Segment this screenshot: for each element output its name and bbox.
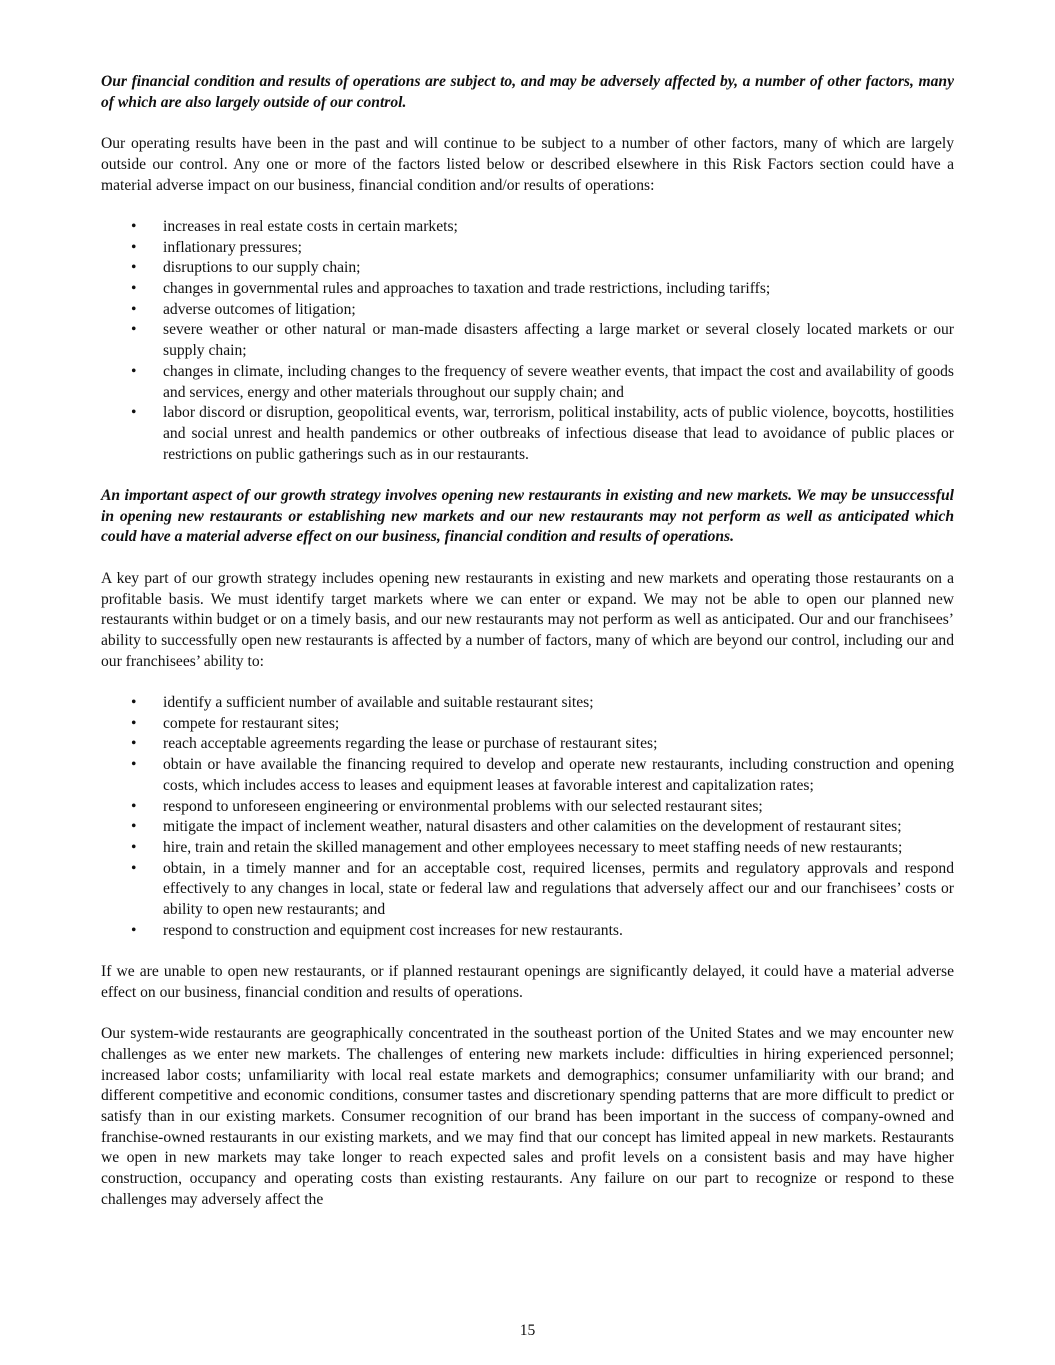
paragraph-openings-delayed: If we are unable to open new restaurants, or if planned restaurant openings are significantly delayed, it could have a material adverse effect on our business, financial condition and results of operations. — [101, 963, 954, 1001]
list-item: • identify a sufficient number of available and suitable restaurant sites; — [101, 693, 954, 714]
list-item: • labor discord or disruption, geopolitical events, war, terrorism, political instability, acts of public violence, boycotts, hostilities and social unrest and health pandemics or other outbreaks of infectious disease that lead to avoidance of public places or restrictions on public gatherings such as in our restaurants. — [101, 403, 954, 465]
section-heading-other-factors: Our financial condition and results of operations are subject to, and may be adversely affected by, a number of other factors, many of which are also largely outside of our control. — [101, 73, 954, 111]
list-item: • disruptions to our supply chain; — [101, 258, 954, 279]
list-item: • respond to construction and equipment cost increases for new restaurants. — [101, 921, 954, 942]
list-item: • severe weather or other natural or man-made disasters affecting a large market or several closely located markets or our supply chain; — [101, 320, 954, 361]
paragraph-new-markets: Our system-wide restaurants are geographically concentrated in the southeast portion of the United States and we may encounter new challenges as we enter new markets. The challenges of entering new markets include: difficulties in hiring experienced personnel; increased labor costs; unfamiliarity with local real estate markets and demographics; consumer unfamiliarity with our brand; and different competitive and economic conditions, consumer tastes and discretionary spending patterns that are more difficult to predict or satisfy than in our existing markets. Consumer recognition of our brand has been important in the success of company-owned and franchise-owned restaurants in our existing markets, and we may find that our concept has limited appeal in new markets. Restaurants we open in new markets may take longer to reach expected sales and profit levels on a consistent basis and may have higher construction, occupancy and operating costs than existing restaurants. Any failure on our part to recognize or respond to these challenges may adversely affect the — [101, 1025, 954, 1208]
list-item: • compete for restaurant sites; — [101, 714, 954, 735]
list-item: • obtain, in a timely manner and for an acceptable cost, required licenses, permits and regulatory approvals and respond effectively to any changes in local, state or federal law and regulations that adversely affect our and our franchisees’ costs or ability to open new restaurants; and — [101, 859, 954, 921]
bullet-list-other-factors — [101, 217, 954, 465]
paragraph-other-factors-intro: Our operating results have been in the past and will continue to be subject to a number of other factors, many of which are largely outside our control. Any one or more of the factors listed below or described elsewhere in this Risk Factors section could have a material adverse impact on our business, financial condition and/or results of operations: — [101, 135, 954, 194]
list-item: • inflationary pressures; — [101, 238, 954, 259]
list-item: • adverse outcomes of litigation; — [101, 300, 954, 321]
paragraph-growth-strategy-intro: A key part of our growth strategy includes opening new restaurants in existing and new markets and operating those restaurants on a profitable basis. We must identify target markets where we can enter or expand. We may not be able to open our planned new restaurants within budget or on a timely basis, and our new restaurants may not perform as well as anticipated. Our and our franchisees’ ability to successfully open new restaurants is affected by a number of factors, many of which are beyond our control, including our and our franchisees’ ability to: — [101, 569, 954, 670]
list-item: • changes in climate, including changes to the frequency of severe weather events, that impact the cost and availability of goods and services, energy and other materials throughout our supply chain; and — [101, 362, 954, 403]
list-item: • reach acceptable agreements regarding the lease or purchase of restaurant sites; — [101, 734, 954, 755]
section-heading-growth-strategy: An important aspect of our growth strategy involves opening new restaurants in existing and new markets. We may be unsuccessful in opening new restaurants or establishing new markets and our new restaurants may not perform as well as anticipated which could have a material adverse effect on our business, financial condition and results of operations. — [101, 487, 954, 546]
bullet-list-growth-factors — [101, 693, 954, 941]
page-number: 15 — [519, 1322, 536, 1339]
list-item: • respond to unforeseen engineering or environmental problems with our selected restaurant sites; — [101, 797, 954, 818]
list-item: • increases in real estate costs in certain markets; — [101, 217, 954, 238]
list-item: • hire, train and retain the skilled management and other employees necessary to meet staffing needs of new restaurants; — [101, 838, 954, 859]
list-item: • changes in governmental rules and approaches to taxation and trade restrictions, including tariffs; — [101, 279, 954, 300]
document-page — [101, 72, 954, 1211]
list-item: • mitigate the impact of inclement weather, natural disasters and other calamities on the development of restaurant sites; — [101, 817, 954, 838]
list-item: • obtain or have available the financing required to develop and operate new restaurants, including construction and opening costs, which includes access to leases and equipment leases at favorable interest and capitalization rates; — [101, 755, 954, 796]
